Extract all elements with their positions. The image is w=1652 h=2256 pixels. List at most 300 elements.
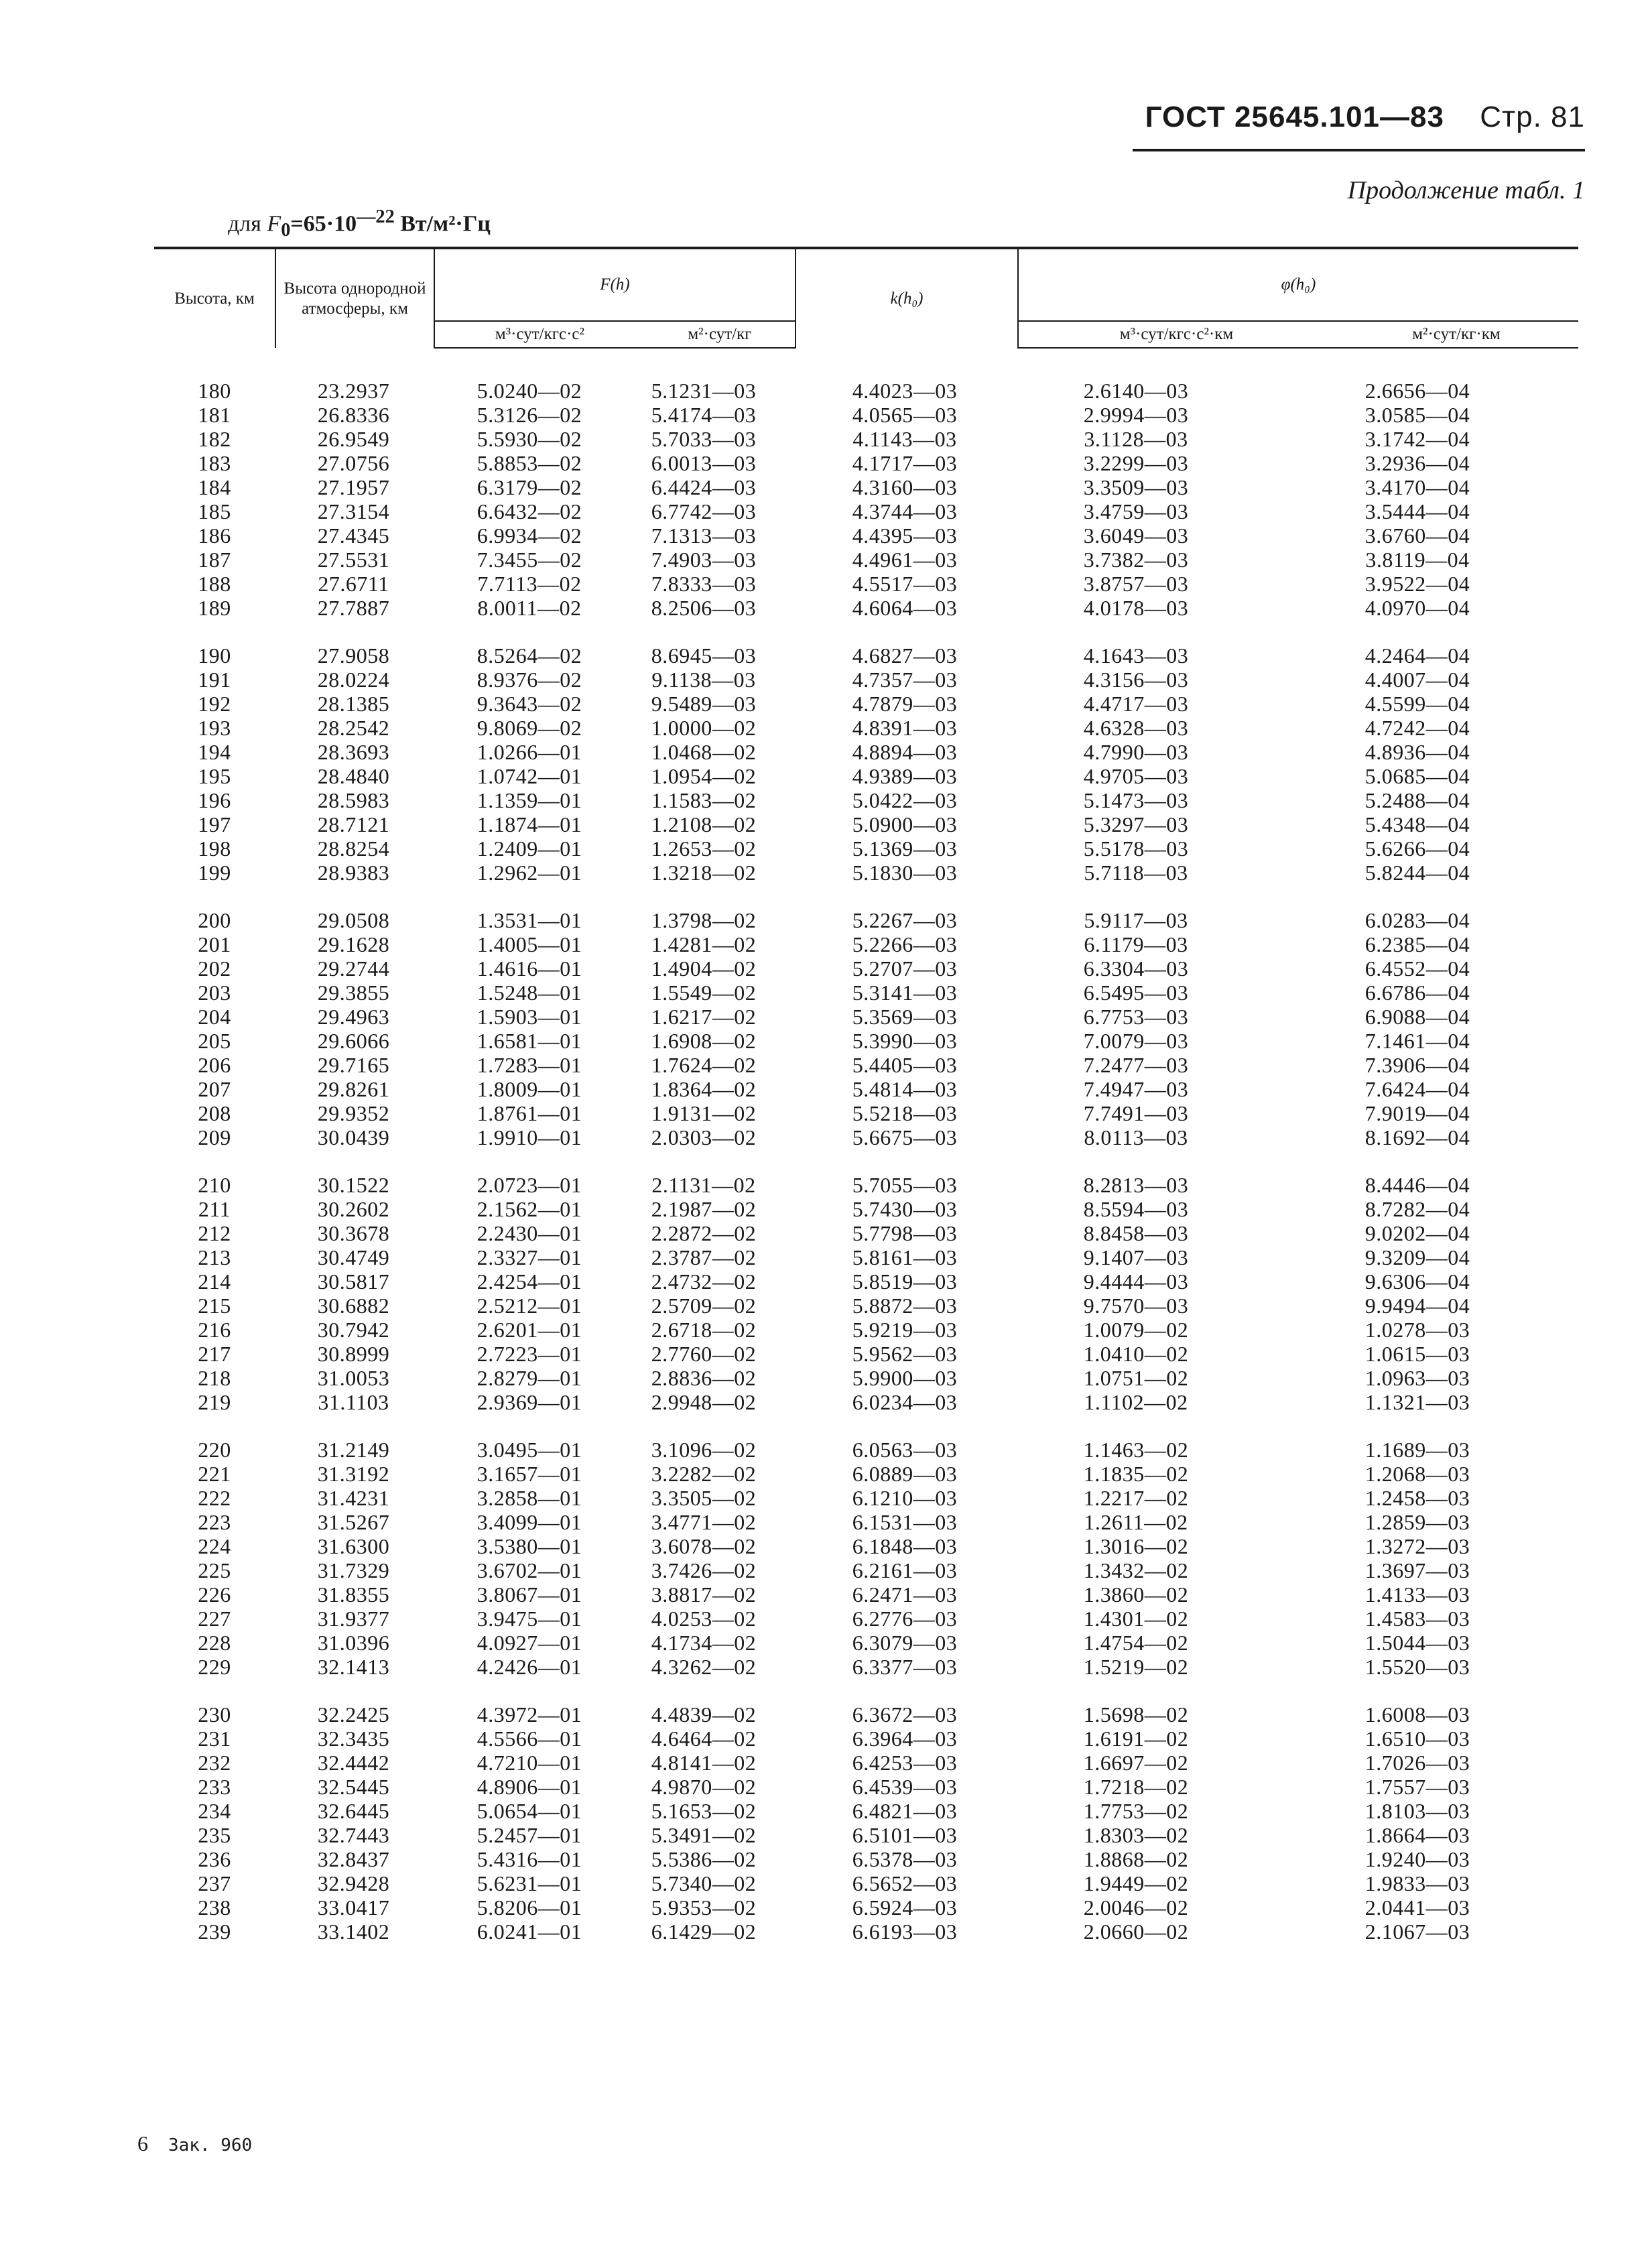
table-cell: 28.1385: [317, 692, 390, 716]
table-cell: 5.9900—03: [852, 1366, 958, 1390]
table-cell: 3.3505—02: [651, 1486, 757, 1510]
table-cell: 4.8936—04: [1364, 740, 1470, 764]
table-cell: 214: [198, 1269, 231, 1294]
table-cell: 2.0441—03: [1364, 1895, 1470, 1920]
table-cell: 5.9562—03: [852, 1342, 958, 1366]
table-cell: 3.8119—04: [1365, 548, 1470, 572]
table-row: [154, 1895, 1578, 1920]
table-cell: 26.8336: [317, 403, 390, 427]
row-block: [154, 908, 1578, 1149]
table-cell: 4.5599—04: [1364, 692, 1470, 716]
table-cell: 2.2430—01: [476, 1221, 582, 1245]
continuation-note: Продолжение табл. 1: [1347, 176, 1585, 204]
table-cell: 1.4005—01: [476, 932, 582, 956]
table-cell: 3.1657—01: [476, 1462, 582, 1486]
table-cell: 6.1429—02: [651, 1920, 757, 1944]
table-cell: 6.6786—04: [1364, 981, 1470, 1005]
standard-number: ГОСТ 25645.101—83: [1145, 101, 1444, 133]
table-cell: 1.8303—02: [1083, 1823, 1189, 1847]
header-rule: [1133, 149, 1585, 151]
table-cell: 31.3192: [317, 1462, 390, 1486]
table-cell: 2.0723—01: [476, 1173, 582, 1197]
table-row: [154, 956, 1578, 981]
table-cell: 212: [198, 1221, 231, 1245]
table-cell: 27.6711: [318, 572, 389, 596]
table-cell: 1.9240—03: [1364, 1847, 1470, 1871]
table-cell: 3.4759—03: [1083, 499, 1189, 523]
table-cell: 1.7218—02: [1083, 1775, 1189, 1799]
table-cell: 2.1987—02: [651, 1197, 757, 1221]
table-cell: 228: [198, 1631, 231, 1655]
table-cell: 237: [198, 1871, 231, 1895]
table-cell: 1.5549—02: [651, 981, 757, 1005]
table-cell: 1.7557—03: [1364, 1775, 1470, 1799]
table-cell: 7.0079—03: [1083, 1029, 1189, 1053]
table-cell: 2.4254—01: [476, 1269, 582, 1294]
table-cell: 4.8141—02: [651, 1751, 757, 1775]
table-cell: 32.2425: [317, 1702, 390, 1727]
table-cell: 4.2464—04: [1364, 643, 1470, 668]
table-cell: 4.0970—04: [1364, 596, 1470, 620]
table-cell: 5.3297—03: [1083, 812, 1189, 836]
row-block: [154, 1702, 1578, 1944]
table-cell: 32.4442: [317, 1751, 390, 1775]
table-cell: 4.8894—03: [852, 740, 958, 764]
table-cell: 27.0756: [317, 451, 390, 475]
footer: [137, 2131, 252, 2156]
table-cell: 190: [198, 643, 231, 668]
table-cell: 6.5924—03: [852, 1895, 958, 1920]
table-cell: 5.3569—03: [852, 1005, 958, 1029]
table-cell: 1.1835—02: [1083, 1462, 1189, 1486]
table-row: [154, 1101, 1578, 1125]
table-row: [154, 1607, 1578, 1631]
table-cell: 6.1848—03: [852, 1534, 958, 1558]
table-cell: 5.2266—03: [852, 932, 958, 956]
table-cell: 1.1583—02: [651, 788, 757, 812]
table-cell: 3.1128—03: [1084, 427, 1188, 451]
table-cell: 6.4253—03: [852, 1751, 958, 1775]
table-cell: 5.7033—03: [651, 427, 757, 451]
table-row: [154, 379, 1578, 403]
table-cell: 6.3304—03: [1083, 956, 1189, 981]
table-cell: 6.0234—03: [852, 1390, 958, 1414]
table-cell: 7.2477—03: [1083, 1053, 1189, 1077]
table-cell: 6.2776—03: [852, 1607, 958, 1631]
table-cell: 1.6510—03: [1364, 1727, 1470, 1751]
table-cell: 184: [198, 475, 231, 499]
table-cell: 1.2217—02: [1083, 1486, 1189, 1510]
table-cell: 1.6697—02: [1083, 1751, 1189, 1775]
table-cell: 9.3643—02: [476, 692, 582, 716]
table-cell: 3.3509—03: [1083, 475, 1189, 499]
table-cell: 236: [198, 1847, 231, 1871]
table-cell: 1.5520—03: [1364, 1655, 1470, 1679]
table-row: [154, 812, 1578, 836]
table-cell: 3.6760—04: [1364, 523, 1470, 548]
table-row: [154, 1655, 1578, 1679]
table-cell: 1.1102—02: [1084, 1390, 1188, 1414]
table-cell: 186: [198, 523, 231, 548]
table-cell: 6.3964—03: [852, 1727, 958, 1751]
table-cell: 7.4903—03: [651, 548, 757, 572]
table-cell: 1.1463—02: [1083, 1438, 1189, 1462]
table-cell: 32.7443: [317, 1823, 390, 1847]
table-cell: 4.9705—03: [1083, 764, 1189, 788]
table-row: [154, 1823, 1578, 1847]
table-cell: 192: [198, 692, 231, 716]
table-cell: 239: [198, 1920, 231, 1944]
table-cell: 5.8206—01: [476, 1895, 582, 1920]
table-cell: 210: [198, 1173, 231, 1197]
table-cell: 3.2282—02: [651, 1462, 757, 1486]
table-cell: 29.8261: [317, 1077, 390, 1101]
table-cell: 4.3744—03: [852, 499, 958, 523]
table-cell: 5.0685—04: [1364, 764, 1470, 788]
table-cell: 221: [198, 1462, 231, 1486]
row-block: [154, 643, 1578, 885]
flux-condition: [228, 206, 491, 241]
table-cell: 4.3972—01: [476, 1702, 582, 1727]
table-cell: 7.7491—03: [1083, 1101, 1189, 1125]
table-cell: 1.6581—01: [476, 1029, 582, 1053]
table-cell: 32.5445: [317, 1775, 390, 1799]
table-cell: 2.6718—02: [651, 1318, 757, 1342]
table-cell: 5.2457—01: [476, 1823, 582, 1847]
table-cell: 2.9994—03: [1083, 403, 1189, 427]
table-cell: 202: [198, 956, 231, 981]
table-cell: 27.7887: [317, 596, 390, 620]
table-cell: 3.7426—02: [651, 1558, 757, 1582]
table-cell: 181: [198, 403, 231, 427]
table-cell: 6.7753—03: [1083, 1005, 1189, 1029]
table-cell: 5.8853—02: [476, 451, 582, 475]
table-cell: 4.3156—03: [1083, 668, 1189, 692]
table-row: [154, 692, 1578, 716]
table-cell: 6.0013—03: [651, 451, 757, 475]
table-cell: 9.7570—03: [1083, 1294, 1189, 1318]
table-cell: 1.0266—01: [476, 740, 582, 764]
table-cell: 27.9058: [317, 643, 390, 668]
table-cell: 220: [198, 1438, 231, 1462]
table-cell: 199: [198, 861, 231, 885]
table-cell: 8.9376—02: [476, 668, 582, 692]
col-homogeneous: Высота однородной атмосферы, км: [275, 248, 434, 348]
table-cell: 30.0439: [317, 1125, 390, 1149]
table-cell: 1.0615—03: [1364, 1342, 1470, 1366]
table-cell: 4.6827—03: [852, 643, 958, 668]
table-cell: 204: [198, 1005, 231, 1029]
table-cell: 224: [198, 1534, 231, 1558]
table-cell: 216: [198, 1318, 231, 1342]
table-cell: 6.2471—03: [852, 1582, 958, 1607]
table-cell: 31.1103: [318, 1390, 389, 1414]
table-cell: 238: [198, 1895, 231, 1920]
table-cell: 7.4947—03: [1083, 1077, 1189, 1101]
table-cell: 3.1096—02: [651, 1438, 757, 1462]
table-cell: 1.2068—03: [1364, 1462, 1470, 1486]
table-cell: 5.9353—02: [651, 1895, 757, 1920]
table-cell: 1.7283—01: [476, 1053, 582, 1077]
table-cell: 4.0565—03: [852, 403, 958, 427]
table-header: [154, 247, 1578, 349]
table-cell: 4.0927—01: [476, 1631, 582, 1655]
table-cell: 28.9383: [317, 861, 390, 885]
table-cell: 3.5380—01: [476, 1534, 582, 1558]
table-cell: 189: [198, 596, 231, 620]
table-row: [154, 1486, 1578, 1510]
table-cell: 1.4754—02: [1083, 1631, 1189, 1655]
table-cell: 5.5930—02: [476, 427, 582, 451]
table-row: [154, 1005, 1578, 1029]
table-cell: 1.9910—01: [476, 1125, 582, 1149]
table-row: [154, 1390, 1578, 1414]
table-cell: 197: [198, 812, 231, 836]
footer-page-number: 6: [137, 2131, 148, 2155]
table-cell: 1.1689—03: [1364, 1438, 1470, 1462]
table-row: [154, 836, 1578, 861]
table-cell: 1.0410—02: [1083, 1342, 1189, 1366]
table-cell: 3.8067—01: [476, 1582, 582, 1607]
table-cell: 8.6945—03: [651, 643, 757, 668]
table-cell: 6.6432—02: [476, 499, 582, 523]
table-cell: 1.0963—03: [1364, 1366, 1470, 1390]
table-cell: 233: [198, 1775, 231, 1799]
table-cell: 213: [198, 1245, 231, 1269]
table-cell: 5.8519—03: [852, 1269, 958, 1294]
col-F-unit2: м²·сут/кг: [645, 321, 796, 348]
table-cell: 6.4821—03: [852, 1799, 958, 1823]
table-row: [154, 1269, 1578, 1294]
table-cell: 3.4170—04: [1364, 475, 1470, 499]
table-cell: 1.0079—02: [1083, 1318, 1189, 1342]
table-cell: 9.6306—04: [1364, 1269, 1470, 1294]
table-row: [154, 451, 1578, 475]
table-cell: 1.6008—03: [1364, 1702, 1470, 1727]
table-cell: 3.9522—04: [1364, 572, 1470, 596]
table-cell: 4.4839—02: [651, 1702, 757, 1727]
table-cell: 6.3377—03: [852, 1655, 958, 1679]
table-cell: 7.3906—04: [1364, 1053, 1470, 1077]
table-cell: 1.3016—02: [1083, 1534, 1189, 1558]
table-cell: 5.5218—03: [852, 1101, 958, 1125]
table-cell: 9.3209—04: [1364, 1245, 1470, 1269]
table-cell: 5.3990—03: [852, 1029, 958, 1053]
table-cell: 28.5983: [317, 788, 390, 812]
table-cell: 27.3154: [317, 499, 390, 523]
table-row: [154, 716, 1578, 740]
table-row: [154, 908, 1578, 932]
table-cell: 1.6908—02: [651, 1029, 757, 1053]
table-cell: 3.7382—03: [1083, 548, 1189, 572]
table-row: [154, 523, 1578, 548]
table-cell: 1.4281—02: [651, 932, 757, 956]
table-cell: 29.9352: [317, 1101, 390, 1125]
table-cell: 5.3126—02: [476, 403, 582, 427]
table-cell: 3.2858—01: [476, 1486, 582, 1510]
table-cell: 32.8437: [317, 1847, 390, 1871]
table-cell: 2.1131—02: [651, 1173, 756, 1197]
table-cell: 9.5489—03: [651, 692, 757, 716]
table-cell: 29.2744: [317, 956, 390, 981]
table-cell: 5.2267—03: [852, 908, 958, 932]
table-cell: 222: [198, 1486, 231, 1510]
table-cell: 5.0654—01: [476, 1799, 582, 1823]
table-cell: 2.8836—02: [651, 1366, 757, 1390]
table-cell: 1.8364—02: [651, 1077, 757, 1101]
col-phi-label: φ(h₀): [1281, 275, 1316, 294]
table-cell: 6.9934—02: [476, 523, 582, 548]
table-cell: 5.6266—04: [1364, 836, 1470, 861]
table-cell: 1.5219—02: [1083, 1655, 1189, 1679]
table-cell: 5.8244—04: [1364, 861, 1470, 885]
table-cell: 4.7242—04: [1364, 716, 1470, 740]
table-cell: 30.6882: [317, 1294, 390, 1318]
table-cell: 4.7990—03: [1083, 740, 1189, 764]
col-phi-unit1: м³·сут/кгс·с²·км: [1018, 321, 1334, 348]
table-cell: 5.5386—02: [651, 1847, 757, 1871]
table-cell: 8.2506—03: [651, 596, 757, 620]
table-cell: 215: [198, 1294, 231, 1318]
table-cell: 8.8458—03: [1083, 1221, 1189, 1245]
table-cell: 2.0046—02: [1083, 1895, 1189, 1920]
table-cell: 31.7329: [317, 1558, 390, 1582]
table-cell: 31.6300: [317, 1534, 390, 1558]
table-cell: 3.6702—01: [476, 1558, 582, 1582]
table-cell: 9.8069—02: [476, 716, 582, 740]
table-cell: 208: [198, 1101, 231, 1125]
table-cell: 4.4717—03: [1083, 692, 1189, 716]
table-row: [154, 1558, 1578, 1582]
table-cell: 2.8279—01: [476, 1366, 582, 1390]
table-cell: 31.4231: [317, 1486, 390, 1510]
table-cell: 182: [198, 427, 231, 451]
table-cell: 7.6424—04: [1364, 1077, 1470, 1101]
table-cell: 5.5178—03: [1083, 836, 1189, 861]
table-row: [154, 499, 1578, 523]
table-cell: 29.0508: [317, 908, 390, 932]
table-cell: 1.4133—03: [1364, 1582, 1470, 1607]
table-row: [154, 1173, 1578, 1197]
table-cell: 3.6078—02: [651, 1534, 757, 1558]
table-cell: 226: [198, 1582, 231, 1607]
table-cell: 6.6193—03: [852, 1920, 958, 1944]
table-cell: 4.8906—01: [476, 1775, 582, 1799]
table-cell: 1.2611—02: [1084, 1510, 1188, 1534]
table-cell: 1.8664—03: [1364, 1823, 1470, 1847]
table-cell: 200: [198, 908, 231, 932]
table-row: [154, 1366, 1578, 1390]
table-cell: 235: [198, 1823, 231, 1847]
table-cell: 4.6464—02: [651, 1727, 757, 1751]
table-cell: 6.1531—03: [852, 1510, 958, 1534]
table-cell: 1.3531—01: [476, 908, 582, 932]
table-cell: 1.0278—03: [1364, 1318, 1470, 1342]
table-cell: 1.5248—01: [476, 981, 582, 1005]
table-row: [154, 1534, 1578, 1558]
table-cell: 5.7340—02: [651, 1871, 757, 1895]
table-cell: 5.9219—03: [852, 1318, 958, 1342]
table-row: [154, 1342, 1578, 1366]
table-cell: 3.2299—03: [1083, 451, 1189, 475]
table-cell: 191: [198, 668, 231, 692]
table-cell: 5.4405—03: [852, 1053, 958, 1077]
table-cell: 7.9019—04: [1364, 1101, 1470, 1125]
table-cell: 4.8391—03: [852, 716, 958, 740]
table-cell: 1.4904—02: [651, 956, 757, 981]
table-cell: 5.6675—03: [852, 1125, 958, 1149]
table-cell: 1.9131—02: [651, 1101, 757, 1125]
table-cell: 5.3141—03: [852, 981, 958, 1005]
table-cell: 6.1210—03: [852, 1486, 958, 1510]
table-row: [154, 1029, 1578, 1053]
table-cell: 6.9088—04: [1364, 1005, 1470, 1029]
table-row: [154, 981, 1578, 1005]
col-height: Высота, км: [154, 248, 275, 348]
table-cell: 211: [198, 1197, 231, 1221]
table-cell: 6.2385—04: [1364, 932, 1470, 956]
table-cell: 31.0396: [317, 1631, 390, 1655]
table-row: [154, 1053, 1578, 1077]
table-cell: 1.2962—01: [476, 861, 582, 885]
table-row: [154, 1077, 1578, 1101]
table-cell: 4.4007—04: [1364, 668, 1470, 692]
table-cell: 1.3697—03: [1364, 1558, 1470, 1582]
table-cell: 6.2161—03: [852, 1558, 958, 1582]
table-cell: 5.0900—03: [852, 812, 958, 836]
table-cell: 1.6191—02: [1083, 1727, 1189, 1751]
table-cell: 4.0178—03: [1083, 596, 1189, 620]
table-cell: 183: [198, 451, 231, 475]
table-row: [154, 427, 1578, 451]
table-cell: 1.2409—01: [476, 836, 582, 861]
table-cell: 6.5378—03: [852, 1847, 958, 1871]
table-row: [154, 1318, 1578, 1342]
table-cell: 205: [198, 1029, 231, 1053]
table-cell: 4.7210—01: [476, 1751, 582, 1775]
table-row: [154, 548, 1578, 572]
table-cell: 1.0468—02: [651, 740, 757, 764]
flux-lead: для: [228, 211, 261, 237]
table-cell: 198: [198, 836, 231, 861]
col-F-label: F(h): [600, 275, 630, 294]
table-cell: 2.1562—01: [476, 1197, 582, 1221]
table-row: [154, 1438, 1578, 1462]
table-cell: 1.8103—03: [1364, 1799, 1470, 1823]
table-cell: 185: [198, 499, 231, 523]
table-row: [154, 861, 1578, 885]
table-cell: 30.1522: [317, 1173, 390, 1197]
table-cell: 1.1321—03: [1364, 1390, 1470, 1414]
table-cell: 193: [198, 716, 231, 740]
table-cell: 3.5444—04: [1364, 499, 1470, 523]
table-cell: 30.5817: [317, 1269, 390, 1294]
table-cell: 5.4814—03: [852, 1077, 958, 1101]
table-cell: 1.0751—02: [1083, 1366, 1189, 1390]
table-cell: 3.0585—04: [1364, 403, 1470, 427]
table-row: [154, 932, 1578, 956]
table-cell: 206: [198, 1053, 231, 1077]
table-cell: 31.2149: [317, 1438, 390, 1462]
table-cell: 229: [198, 1655, 231, 1679]
table-cell: 2.3787—02: [651, 1245, 757, 1269]
table-row: [154, 1751, 1578, 1775]
table-cell: 32.1413: [317, 1655, 390, 1679]
table-cell: 2.9948—02: [651, 1390, 757, 1414]
table-cell: 4.5566—01: [476, 1727, 582, 1751]
table-cell: 23.2937: [317, 379, 390, 403]
col-k-label: k(h₀): [890, 289, 924, 308]
